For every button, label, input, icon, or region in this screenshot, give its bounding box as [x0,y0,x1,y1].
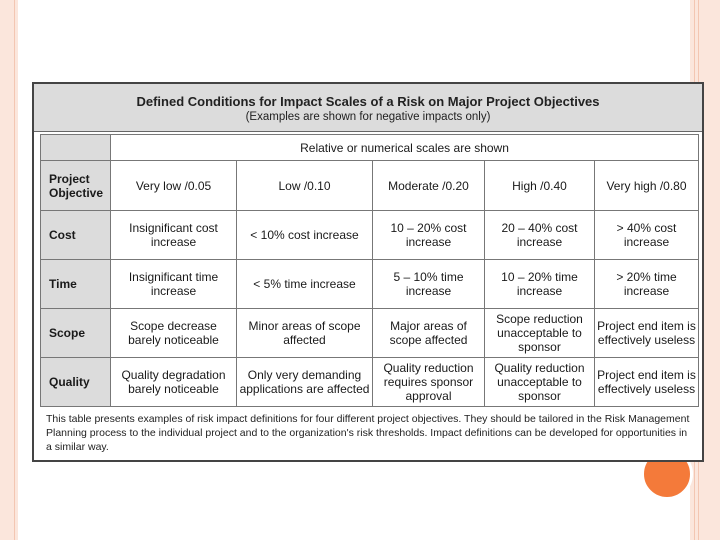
impact-scale-table-panel [32,82,704,462]
impact-cell: 5 – 10% time increase [373,260,485,309]
impact-cell: < 10% cost increase [237,211,373,260]
scale-header: Very high /0.80 [595,161,699,211]
impact-cell: Project end item is effectively useless [595,309,699,358]
table-row [41,260,699,309]
table-title-bar [34,84,702,132]
impact-cell: Quality reduction unacceptable to sponsor [485,358,595,407]
scale-header: Very low /0.05 [111,161,237,211]
impact-cell: Scope reduction unacceptable to sponsor [485,309,595,358]
impact-cell: Minor areas of scope affected [237,309,373,358]
impact-cell: Insignificant time increase [111,260,237,309]
frame-line [14,0,15,540]
impact-cell: Project end item is effectively useless [595,358,699,407]
scale-header: Moderate /0.20 [373,161,485,211]
objective-label: Cost [41,211,111,260]
impact-cell: Scope decrease barely noticeable [111,309,237,358]
table-subtitle: (Examples are shown for negative impacts only) [245,111,491,123]
impact-cell: > 20% time increase [595,260,699,309]
scale-header: High /0.40 [485,161,595,211]
objective-label: Time [41,260,111,309]
impact-cell: < 5% time increase [237,260,373,309]
impact-scale-table [40,134,699,407]
impact-cell: 20 – 40% cost increase [485,211,595,260]
scales-banner: Relative or numerical scales are shown [111,135,699,161]
table-row [41,309,699,358]
impact-cell: Quality degradation barely noticeable [111,358,237,407]
impact-cell: Major areas of scope affected [373,309,485,358]
scale-header: Low /0.10 [237,161,373,211]
impact-cell: Quality reduction requires sponsor approval [373,358,485,407]
impact-cell: Only very demanding applications are affected [237,358,373,407]
table-row [41,358,699,407]
impact-cell: 10 – 20% cost increase [373,211,485,260]
table-corner-cell [41,135,111,161]
objective-label: Quality [41,358,111,407]
table-row [41,211,699,260]
impact-cell: Insignificant cost increase [111,211,237,260]
table-footnote: This table presents examples of risk impact definitions for four different project objectives. They should be tailored in the Risk Management Planning process to the individual project and to the organization's risk thresholds. Impact definitions can be developed for opportunities in a similar way. [46,413,690,453]
objective-label: Scope [41,309,111,358]
impact-cell: 10 – 20% time increase [485,260,595,309]
slide-frame-left [0,0,18,540]
impact-cell: > 40% cost increase [595,211,699,260]
objective-header: Project Objective [41,161,111,211]
table-title: Defined Conditions for Impact Scales of a Risk on Major Project Objectives [136,94,600,109]
